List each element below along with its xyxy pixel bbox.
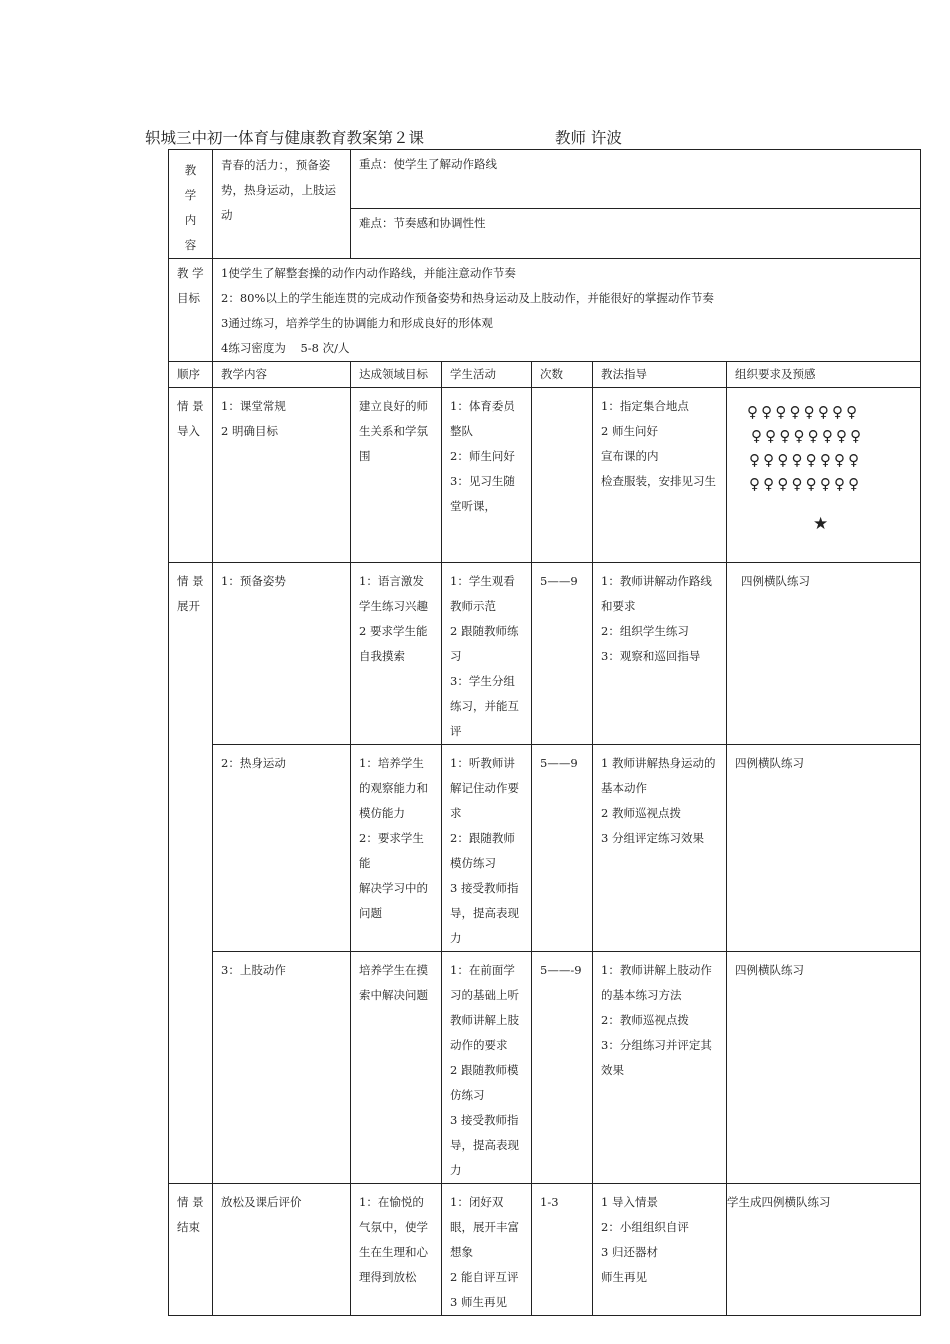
method-item: 2：小组组织自评 [601, 1220, 689, 1234]
method-item: 1：教师讲解动作路线和要求 [601, 574, 712, 613]
intro-content-item: 2 明确目标 [221, 424, 278, 438]
goal-item: 问题 [359, 906, 382, 920]
org-text: 四例横队练习 [741, 574, 810, 588]
activity-item: 1：闭好双眼，展开丰富想象 [450, 1195, 519, 1259]
closing-method [593, 1184, 727, 1316]
intro-content [213, 388, 351, 563]
goal-item: 解决学习中的 [359, 881, 428, 895]
count-text: 5——-9 [540, 963, 582, 977]
formation-row: ♀♀♀♀♀♀♀♀ [749, 475, 863, 493]
intro-method-item: 2 师生问好 [601, 424, 658, 438]
method-item: 2 教师巡视点拨 [601, 806, 681, 820]
closing-row [169, 1184, 921, 1316]
develop-activity [442, 563, 532, 745]
develop-method [593, 745, 727, 952]
develop-content [213, 563, 351, 745]
activity-item: 3 接受教师指导，提高表现力 [450, 1113, 519, 1177]
activity-item: 3 接受教师指导，提高表现力 [450, 881, 519, 945]
content-row [169, 150, 921, 209]
header-order-text: 顺序 [177, 367, 200, 381]
formation-row: ♀♀♀♀♀♀♀♀ [747, 403, 861, 421]
intro-method-item: 宣布课的内 [601, 449, 659, 463]
closing-label [169, 1184, 213, 1316]
develop-content-text: 2：热身运动 [221, 756, 286, 770]
key-point: 重点：使学生了解动作路线 [359, 157, 497, 171]
develop-label [169, 563, 213, 1184]
goals-label [169, 259, 213, 362]
goal-item: 自我摸索 [359, 649, 405, 663]
goals-cell [213, 259, 921, 362]
activity-item: 2：跟随教师模仿练习 [450, 831, 515, 870]
goal-item: 1：培养学生的观察能力和模仿能力 [359, 756, 428, 820]
activity-item: 3：学生分组练习，并能互评 [450, 674, 519, 738]
teacher-name: 教师 许波 [555, 129, 622, 147]
goal-item: 1：语言激发学生练习兴趣 [359, 574, 428, 613]
activity-item: 2 能自评互评 [450, 1270, 519, 1284]
develop-count [532, 563, 593, 745]
closing-content [213, 1184, 351, 1316]
develop-activity [442, 745, 532, 952]
goal-item: 2：80%以上的学生能连贯的完成动作预备姿势和热身运动及上肢动作，并能很好的掌握动作节奏 [221, 291, 714, 305]
goal-item: 2：要求学生能 [359, 831, 424, 870]
develop-method [593, 563, 727, 745]
org-text: 四例横队练习 [735, 963, 804, 977]
closing-label-text: 情 景 结束 [177, 1195, 204, 1234]
intro-goal [351, 388, 442, 563]
goal-item: 3通过练习，培养学生的协调能力和形成良好的形体观 [221, 316, 493, 330]
activity-item: 1：听教师讲解记住动作要求 [450, 756, 519, 820]
method-item: 1：教师讲解上肢动作的基本练习方法 [601, 963, 712, 1002]
intro-content-item: 1：课堂常规 [221, 399, 286, 413]
intro-method-item: 检查服装，安排见习生 [601, 474, 716, 488]
formation-row: ♀♀♀♀♀♀♀♀ [751, 427, 865, 445]
lesson-plan-table [168, 149, 921, 1316]
header-goal [351, 362, 442, 388]
activity-item: 3 师生再见 [450, 1295, 507, 1309]
header-goal-text: 达成领域目标 [359, 367, 428, 381]
method-item: 2：组织学生练习 [601, 624, 689, 638]
header-org [727, 362, 921, 388]
develop-content-text: 3：上肢动作 [221, 963, 286, 977]
goal-item: 4练习密度为 5-8 次/人 [221, 341, 350, 355]
goals-label-text: 教 学 目标 [177, 266, 204, 305]
header-content [213, 362, 351, 388]
intro-row [169, 388, 921, 563]
intro-activity-item: 1：体育委员整队 [450, 399, 515, 438]
develop-org [727, 952, 921, 1184]
lesson-title-text: 轵城三中初一体育与健康教育教案第２课 [145, 129, 425, 147]
activity-item: 1：在前面学习的基础上听教师讲解上肢动作的要求 [450, 963, 519, 1052]
intro-activity-item: 3：见习生随堂听课， [450, 474, 515, 513]
header-org-text: 组织要求及预感 [735, 367, 816, 381]
content-text-cell [213, 150, 351, 259]
header-count [532, 362, 593, 388]
intro-method-item: 1：指定集合地点 [601, 399, 689, 413]
develop-label-text: 情 景 展开 [177, 574, 204, 613]
method-item: 3 归还器材 [601, 1245, 658, 1259]
header-order [169, 362, 213, 388]
goal-item: 培养学生在摸索中解决问题 [359, 963, 428, 1002]
method-item: 2：教师巡视点拨 [601, 1013, 689, 1027]
intro-label [169, 388, 213, 563]
count-text: 1-3 [540, 1195, 559, 1209]
develop-goal [351, 952, 442, 1184]
header-activity [442, 362, 532, 388]
goals-row [169, 259, 921, 362]
closing-org [727, 1184, 921, 1316]
header-activity-text: 学生活动 [450, 367, 496, 381]
closing-goal [351, 1184, 442, 1316]
develop-content-text: 1：预备姿势 [221, 574, 286, 588]
develop-row [169, 563, 921, 745]
closing-content-text: 放松及课后评价 [221, 1195, 302, 1209]
closing-activity [442, 1184, 532, 1316]
method-item: 师生再见 [601, 1270, 647, 1284]
teacher-star-icon: ★ [813, 514, 829, 534]
content-label [169, 150, 213, 259]
method-item: 1 教师讲解热身运动的基本动作 [601, 756, 716, 795]
header-method-text: 教法指导 [601, 367, 647, 381]
develop-count [532, 952, 593, 1184]
header-content-text: 教学内容 [221, 367, 267, 381]
count-text: 5——9 [540, 574, 578, 588]
activity-item: 2 跟随教师模仿练习 [450, 1063, 519, 1102]
develop-goal [351, 563, 442, 745]
develop-method [593, 952, 727, 1184]
lesson-title [145, 126, 622, 148]
closing-count [532, 1184, 593, 1316]
intro-method [593, 388, 727, 563]
intro-count [532, 388, 593, 563]
intro-label-text: 情 景 导入 [177, 399, 204, 438]
formation-diagram [727, 388, 921, 563]
develop-count [532, 745, 593, 952]
header-row [169, 362, 921, 388]
org-text: 学生成四例横队练习 [727, 1195, 831, 1209]
goal-item: 1：在愉悦的气氛中，使学生在生理和心理得到放松 [359, 1195, 428, 1284]
count-text: 5——9 [540, 756, 578, 770]
develop-row [169, 952, 921, 1184]
key-point-cell [351, 150, 921, 209]
develop-org [727, 563, 921, 745]
formation-row: ♀♀♀♀♀♀♀♀ [749, 451, 863, 469]
activity-item: 2 跟随教师练习 [450, 624, 519, 663]
develop-activity [442, 952, 532, 1184]
intro-activity-item: 2：师生问好 [450, 449, 515, 463]
method-item: 3：观察和巡回指导 [601, 649, 701, 663]
header-count-text: 次数 [540, 367, 563, 381]
develop-content [213, 952, 351, 1184]
method-item: 3 分组评定练习效果 [601, 831, 704, 845]
activity-item: 1：学生观看教师示范 [450, 574, 515, 613]
develop-goal [351, 745, 442, 952]
content-label-text: 教学内容 [184, 163, 197, 252]
difficulty: 难点：节奏感和协调性性 [359, 215, 486, 230]
develop-content [213, 745, 351, 952]
header-method [593, 362, 727, 388]
goal-item: 1使学生了解整套操的动作内动作路线，并能注意动作节奏 [221, 266, 516, 280]
intro-goal-text: 建立良好的师生关系和学氛围 [359, 399, 428, 463]
intro-activity [442, 388, 532, 563]
develop-row [169, 745, 921, 952]
content-text: 青春的活力：，预备姿势，热身运动，上肢运动 [221, 158, 336, 222]
develop-org [727, 745, 921, 952]
method-item: 1 导入情景 [601, 1195, 658, 1209]
org-text: 四例横队练习 [735, 756, 804, 770]
difficulty-cell [351, 208, 921, 258]
method-item: 3：分组练习并评定其效果 [601, 1038, 712, 1077]
goal-item: 2 要求学生能 [359, 624, 428, 638]
